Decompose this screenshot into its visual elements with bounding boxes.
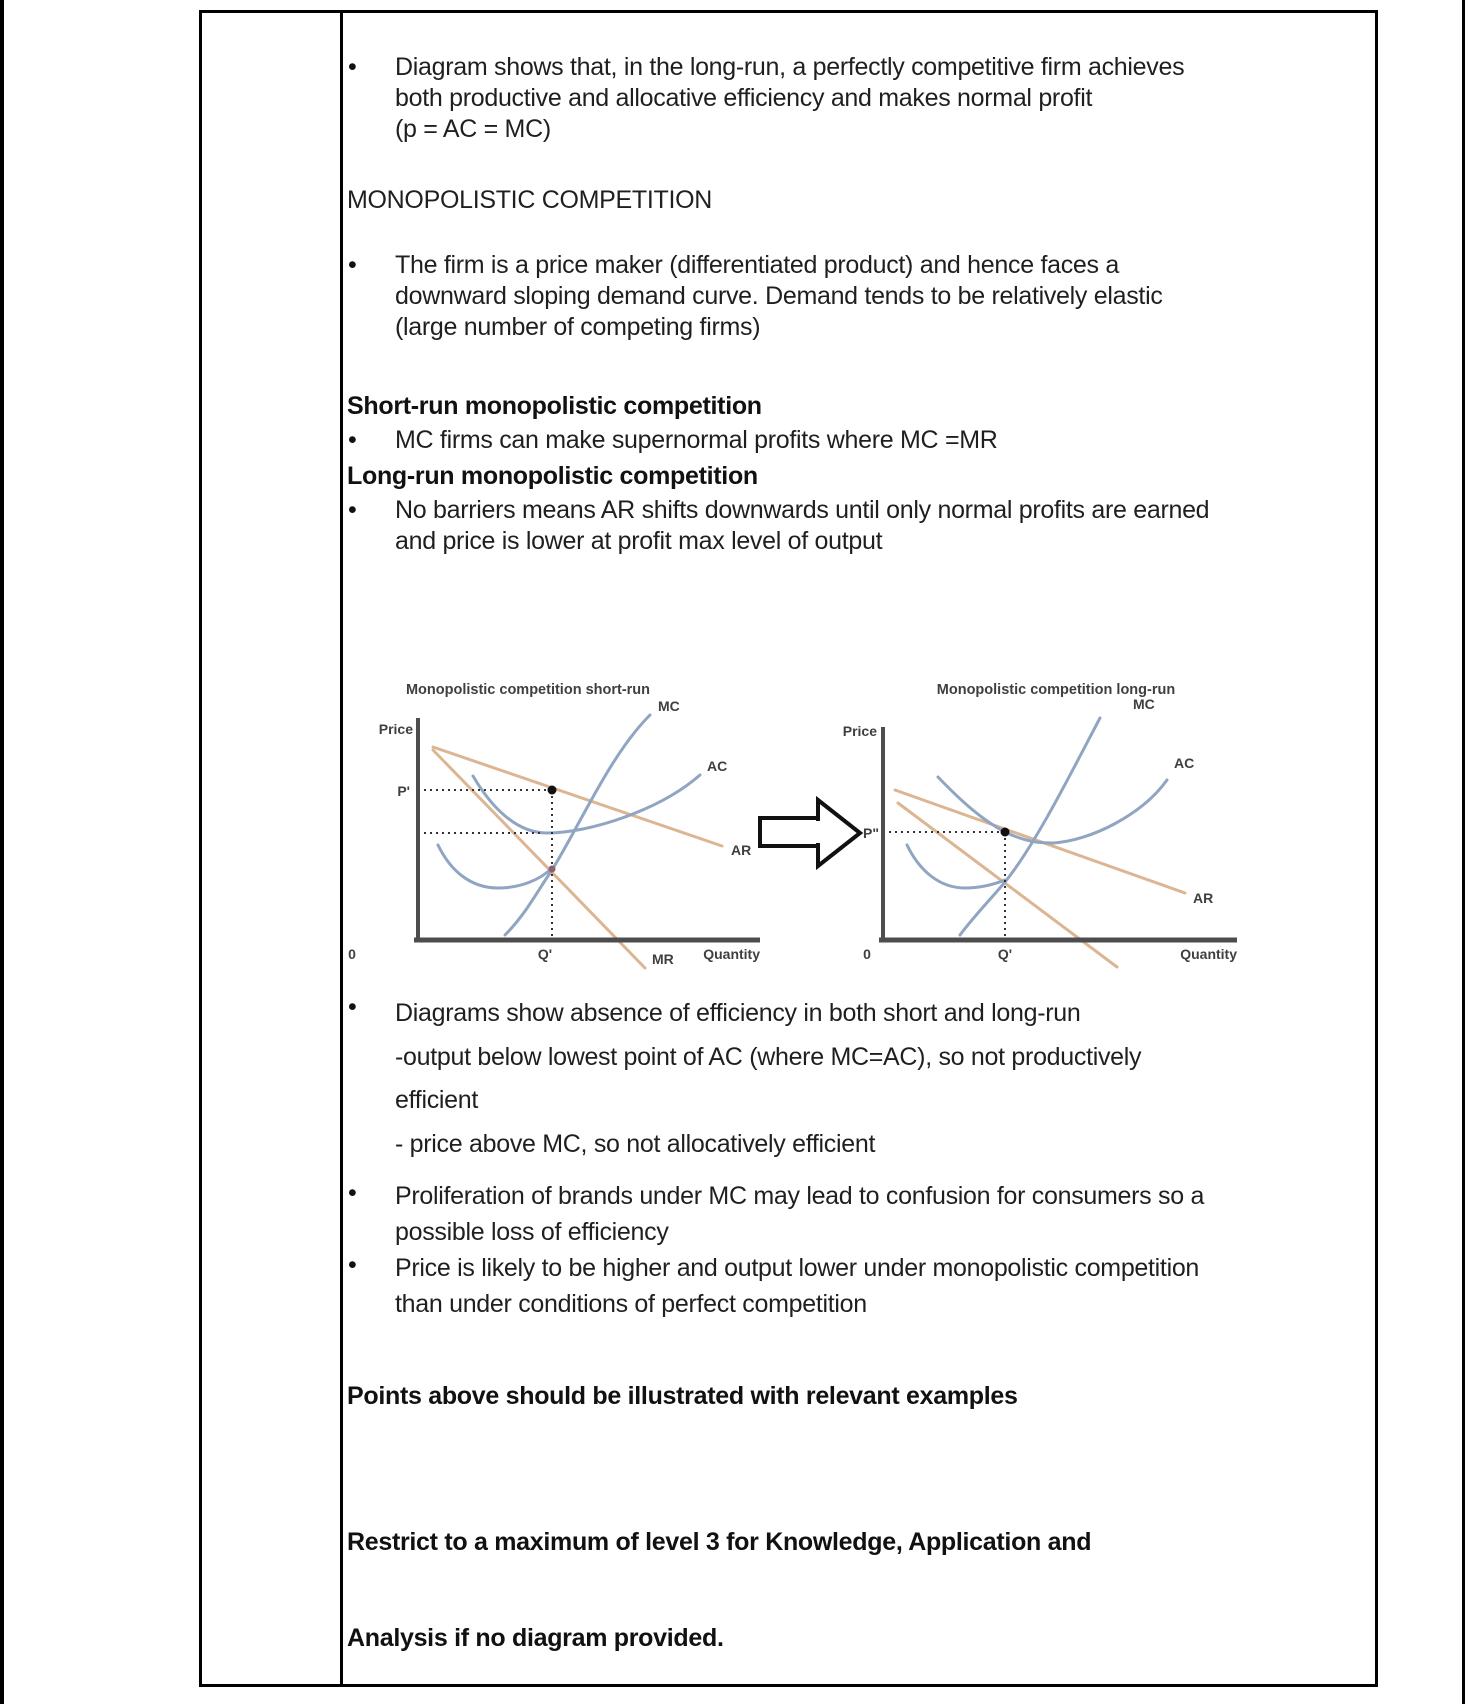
text-line: efficient (395, 1086, 479, 1114)
long-run-diagram (750, 612, 1270, 980)
origin-label: 0 (348, 946, 356, 962)
y-axis-label: Price (378, 721, 413, 737)
note-examples: Points above should be illustrated with relevant examples (347, 1382, 1018, 1410)
text-line: (p = AC = MC) (395, 115, 551, 143)
x-axis-label: Quantity (1180, 946, 1237, 962)
text-line: The firm is a price maker (differentiated product) and hence faces a (395, 251, 1119, 279)
price-level-label: P" (863, 825, 879, 841)
bullet-icon: • (348, 1251, 357, 1279)
text-line: No barriers means AR shifts downwards until only normal profits are earned (395, 496, 1210, 524)
bullet-item-price-maker (348, 250, 1163, 343)
right-arrow-icon (760, 800, 860, 866)
section-heading-monopolistic-competition: MONOPOLISTIC COMPETITION (347, 186, 713, 214)
bullet-item-efficiency-absence (348, 992, 1141, 1166)
lower-cost-curve (907, 845, 1005, 888)
text-line: than under conditions of perfect competition (395, 1290, 867, 1318)
subheading-short-run: Short-run monopolistic competition (347, 392, 762, 420)
text-line: Diagrams show absence of efficiency in both short and long-run (395, 999, 1081, 1027)
x-axis-label: Quantity (703, 946, 760, 962)
diagram-title: Monopolistic competition short-run (405, 682, 651, 698)
bullet-icon: • (348, 53, 357, 81)
equilibrium-point (548, 786, 557, 795)
tangency-point (1001, 828, 1010, 837)
bullet-item-price-higher (348, 1250, 1199, 1322)
bullet-icon: • (348, 1179, 357, 1207)
ar-label: AR (731, 842, 752, 858)
price-level-label: P' (397, 783, 410, 799)
text-line: -output below lowest point of AC (where MC=AC), so not productively (395, 1042, 1142, 1071)
text-line: and price is lower at profit max level of output (395, 527, 883, 555)
bullet-icon: • (348, 993, 357, 1021)
diagram-title: Monopolistic competition long-run (936, 682, 1176, 698)
lower-cost-curve (438, 845, 552, 888)
ac-label: AC (1174, 755, 1195, 771)
text-line: downward sloping demand curve. Demand tends to be relatively elastic (395, 282, 1163, 310)
text-line: - price above MC, so not allocatively efficient (395, 1129, 876, 1158)
origin-label: 0 (863, 946, 871, 962)
mc-curve (505, 715, 650, 935)
bullet-icon: • (348, 426, 357, 454)
bullet-item-perfect-competition (348, 52, 1184, 145)
text-line: Analysis if no diagram provided. (347, 1623, 724, 1652)
bullet-icon: • (348, 496, 357, 524)
bullet-icon: • (348, 251, 357, 279)
text-line: Proliferation of brands under MC may lead to confusion for consumers so a (395, 1182, 1205, 1210)
page-right-border (1462, 0, 1465, 1704)
page-left-border (0, 0, 4, 1704)
text-line: (large number of competing firms) (395, 313, 761, 341)
text-line: Price is likely to be higher and output lower under monopolistic competition (395, 1254, 1200, 1282)
bullet-item-brand-proliferation (348, 1178, 1204, 1250)
mc-label: MC (658, 698, 680, 714)
ac-label: AC (707, 758, 728, 774)
mr-label: MR (652, 951, 674, 967)
y-axis-label: Price (842, 723, 877, 739)
mc-mr-intersection-point (549, 866, 556, 873)
bullet-item-supernormal-profits (348, 425, 998, 456)
mc-label: MC (1133, 696, 1155, 712)
quantity-level-label: Q' (997, 946, 1013, 962)
text-line: Diagram shows that, in the long-run, a perfectly competitive firm achieves (395, 53, 1185, 81)
text-line: MC firms can make supernormal profits where MC =MR (395, 426, 998, 454)
bullet-item-no-barriers (348, 495, 1209, 557)
quantity-level-label: Q' (537, 946, 553, 962)
short-run-diagram (330, 612, 772, 980)
text-line: possible loss of efficiency (395, 1218, 669, 1246)
subheading-long-run: Long-run monopolistic competition (347, 462, 758, 490)
text-line: Restrict to a maximum of level 3 for Knowledge, Application and (347, 1528, 1092, 1556)
note-restriction (347, 1466, 1091, 1704)
text-line: both productive and allocative efficiency and makes normal profit (395, 84, 1093, 112)
ar-label: AR (1193, 890, 1214, 906)
